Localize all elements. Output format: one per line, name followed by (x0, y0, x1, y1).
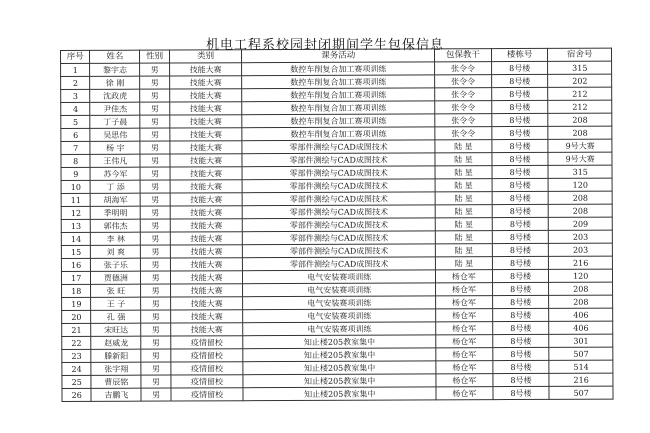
cell-activity: 知止楼205教室集中 (243, 335, 436, 349)
cell-no: 3 (61, 89, 91, 102)
cell-gender: 男 (140, 102, 170, 115)
cell-gender: 男 (141, 258, 171, 271)
cell-activity: 零部件测绘与CAD成图技术 (243, 244, 436, 258)
cell-no: 24 (62, 362, 92, 375)
cell-gender: 男 (140, 89, 170, 102)
cell-no: 20 (62, 310, 92, 323)
cell-activity: 零部件测绘与CAD成图技术 (243, 218, 436, 232)
cell-gender: 男 (141, 284, 171, 297)
cell-room: 315 (548, 165, 612, 178)
cell-building: 8号楼 (493, 347, 550, 360)
cell-category: 技能大赛 (170, 284, 243, 297)
cell-no: 12 (61, 206, 91, 219)
cell-activity: 电气安装赛项训练 (243, 309, 436, 323)
cell-name: 孔 强 (91, 310, 141, 323)
cell-name: 王伟凡 (90, 154, 140, 167)
cell-gender: 男 (141, 310, 171, 323)
cell-activity: 电气安装赛项训练 (243, 270, 436, 284)
cell-building: 8号楼 (492, 139, 549, 152)
cell-building: 8号楼 (491, 100, 548, 113)
cell-activity: 数控车削复合加工赛项训练 (242, 88, 435, 102)
cell-building: 8号楼 (492, 165, 549, 178)
cell-activity: 数控车削复合加工赛项训练 (242, 101, 435, 115)
cell-teacher: 张令令 (435, 88, 492, 101)
cell-activity: 电气安装赛项训练 (243, 283, 436, 297)
cell-gender: 男 (140, 167, 170, 180)
cell-room: 216 (549, 256, 613, 269)
cell-no: 7 (61, 141, 91, 154)
cell-name: 贾德洲 (91, 271, 141, 284)
cell-activity: 数控车削复合加工赛项训练 (242, 75, 435, 89)
cell-name: 杨 宇 (90, 141, 140, 154)
cell-gender: 男 (140, 115, 170, 128)
cell-teacher: 杨仓军 (436, 283, 493, 296)
cell-room: 514 (549, 360, 613, 373)
cell-building: 8号楼 (491, 74, 548, 87)
cell-name: 尹佳杰 (90, 102, 140, 115)
cell-teacher: 陆 星 (435, 153, 492, 166)
cell-building: 8号楼 (492, 113, 549, 126)
cell-activity: 数控车削复合加工赛项训练 (242, 127, 435, 141)
cell-name: 胡海军 (91, 193, 141, 206)
cell-activity: 零部件测绘与CAD成图技术 (242, 179, 435, 193)
cell-name: 张宇翔 (91, 362, 141, 375)
cell-room: 301 (549, 334, 613, 347)
cell-teacher: 陆 星 (435, 166, 492, 179)
cell-no: 25 (62, 375, 92, 388)
cell-no: 5 (61, 115, 91, 128)
cell-gender: 男 (140, 180, 170, 193)
cell-gender: 男 (141, 297, 171, 310)
cell-gender: 男 (140, 154, 170, 167)
cell-gender: 男 (140, 141, 170, 154)
cell-gender: 男 (141, 375, 171, 388)
cell-teacher: 陆 星 (435, 140, 492, 153)
cell-no: 2 (61, 76, 91, 89)
cell-name: 刘 爽 (91, 245, 141, 258)
cell-gender: 男 (141, 219, 171, 232)
cell-no: 15 (61, 245, 91, 258)
cell-room: 315 (548, 61, 612, 74)
cell-gender: 男 (141, 336, 171, 349)
cell-room: 202 (548, 74, 612, 87)
cell-gender: 男 (141, 232, 171, 245)
cell-room: 203 (549, 230, 613, 243)
cell-teacher: 陆 星 (435, 179, 492, 192)
cell-name: 郭伟杰 (91, 219, 141, 232)
cell-no: 11 (61, 193, 91, 206)
cell-room: 9号大赛 (548, 139, 612, 152)
cell-activity: 数控车削复合加工赛项训练 (242, 62, 435, 76)
cell-activity: 知止楼205教室集中 (243, 348, 436, 362)
cell-teacher: 杨仓军 (436, 335, 493, 348)
cell-gender: 男 (140, 128, 170, 141)
cell-name: 张 旺 (91, 284, 141, 297)
cell-activity: 电气安装赛项训练 (243, 296, 436, 310)
cell-no: 16 (61, 258, 91, 271)
cell-room: 120 (549, 269, 613, 282)
cell-name: 徐 刚 (90, 76, 140, 89)
cell-category: 疫情留校 (171, 375, 244, 388)
cell-category: 技能大赛 (170, 245, 243, 258)
cell-name: 苏今军 (90, 167, 140, 180)
cell-no: 22 (62, 336, 92, 349)
cell-category: 技能大赛 (170, 271, 243, 284)
cell-category: 技能大赛 (170, 310, 243, 323)
cell-activity: 零部件测绘与CAD成图技术 (242, 140, 435, 154)
cell-building: 8号楼 (492, 243, 549, 256)
cell-name: 沈政虎 (90, 89, 140, 102)
cell-no: 17 (61, 271, 91, 284)
cell-category: 技能大赛 (170, 258, 243, 271)
cell-room: 209 (549, 217, 613, 230)
cell-building: 8号楼 (492, 152, 549, 165)
cell-activity: 零部件测绘与CAD成图技术 (243, 257, 436, 271)
header-cell-room: 宿舍号 (548, 48, 612, 61)
cell-no: 19 (62, 297, 92, 310)
header-cell-building: 楼栋号 (491, 48, 548, 61)
cell-room: 9号大赛 (548, 152, 612, 165)
cell-category: 技能大赛 (170, 141, 243, 154)
cell-category: 技能大赛 (170, 206, 243, 219)
cell-no: 21 (62, 323, 92, 336)
cell-building: 8号楼 (492, 230, 549, 243)
cell-building: 8号楼 (491, 61, 548, 74)
header-cell-teacher: 包保教干 (435, 49, 492, 62)
cell-building: 8号楼 (492, 191, 549, 204)
cell-gender: 男 (141, 323, 171, 336)
cell-name: 曹辰铭 (91, 375, 141, 388)
cell-category: 疫情留校 (171, 388, 244, 401)
cell-building: 8号楼 (493, 334, 550, 347)
cell-category: 疫情留校 (171, 362, 244, 375)
cell-category: 技能大赛 (169, 89, 242, 102)
cell-gender: 男 (140, 63, 170, 76)
table-body (61, 61, 613, 401)
cell-teacher: 张令令 (435, 101, 492, 114)
cell-teacher: 陆 星 (435, 231, 492, 244)
cell-building: 8号楼 (492, 178, 549, 191)
cell-activity: 数控车削复合加工赛项训练 (242, 114, 435, 128)
cell-room: 507 (549, 386, 613, 399)
cell-category: 技能大赛 (170, 102, 243, 115)
cell-room: 208 (549, 295, 613, 308)
cell-teacher: 杨仓军 (436, 270, 493, 283)
cell-activity: 电气安装赛项训练 (243, 322, 436, 336)
cell-name: 吉鹏飞 (91, 388, 141, 401)
cell-building: 8号楼 (493, 373, 550, 386)
cell-room: 208 (549, 191, 613, 204)
cell-teacher: 杨仓军 (436, 361, 493, 374)
cell-building: 8号楼 (491, 87, 548, 100)
cell-building: 8号楼 (492, 308, 549, 321)
cell-category: 疫情留校 (171, 349, 244, 362)
cell-building: 8号楼 (492, 217, 549, 230)
cell-no: 23 (62, 349, 92, 362)
cell-room: 216 (549, 373, 613, 386)
header-cell-gender: 性别 (140, 50, 170, 63)
cell-teacher: 陆 星 (435, 244, 492, 257)
cell-name: 宋旺达 (91, 323, 141, 336)
cell-category: 技能大赛 (170, 232, 243, 245)
cell-room: 208 (549, 282, 613, 295)
cell-room: 212 (548, 87, 612, 100)
cell-category: 技能大赛 (170, 167, 243, 180)
student-info-table (60, 48, 614, 402)
cell-name: 季明明 (91, 206, 141, 219)
cell-category: 技能大赛 (169, 63, 242, 76)
cell-gender: 男 (140, 76, 170, 89)
cell-activity: 零部件测绘与CAD成图技术 (243, 231, 436, 245)
cell-name: 王 子 (91, 297, 141, 310)
cell-no: 8 (61, 154, 91, 167)
cell-name: 丁子晨 (90, 115, 140, 128)
cell-activity: 知止楼205教室集中 (243, 387, 436, 401)
cell-teacher: 陆 星 (435, 257, 492, 270)
cell-no: 10 (61, 180, 91, 193)
cell-activity: 知止楼205教室集中 (243, 361, 436, 375)
cell-room: 507 (549, 347, 613, 360)
cell-category: 技能大赛 (170, 154, 243, 167)
cell-gender: 男 (140, 193, 170, 206)
cell-activity: 零部件测绘与CAD成图技术 (242, 153, 435, 167)
cell-category: 技能大赛 (170, 128, 243, 141)
cell-no: 6 (61, 128, 91, 141)
cell-room: 406 (549, 308, 613, 321)
cell-activity: 零部件测绘与CAD成图技术 (242, 192, 435, 206)
cell-no: 18 (62, 284, 92, 297)
cell-name: 李 林 (91, 232, 141, 245)
cell-room: 212 (548, 100, 612, 113)
cell-room: 208 (548, 126, 612, 139)
cell-name: 张子乐 (91, 258, 141, 271)
cell-no: 26 (62, 388, 92, 401)
cell-gender: 男 (141, 362, 171, 375)
cell-category: 技能大赛 (171, 323, 244, 336)
cell-gender: 男 (141, 349, 171, 362)
cell-building: 8号楼 (492, 126, 549, 139)
cell-category: 技能大赛 (170, 297, 243, 310)
cell-teacher: 杨仓军 (436, 322, 493, 335)
cell-gender: 男 (141, 271, 171, 284)
cell-no: 4 (61, 102, 91, 115)
cell-building: 8号楼 (492, 282, 549, 295)
cell-gender: 男 (141, 206, 171, 219)
cell-building: 8号楼 (492, 269, 549, 282)
cell-building: 8号楼 (492, 256, 549, 269)
cell-category: 技能大赛 (170, 219, 243, 232)
cell-category: 技能大赛 (169, 76, 242, 89)
cell-room: 208 (549, 204, 613, 217)
cell-category: 技能大赛 (170, 193, 243, 206)
cell-teacher: 杨仓军 (436, 374, 493, 387)
cell-building: 8号楼 (493, 386, 550, 399)
cell-teacher: 张令令 (435, 62, 492, 75)
cell-room: 208 (548, 113, 612, 126)
cell-teacher: 杨仓军 (436, 309, 493, 322)
table-row (62, 386, 613, 401)
cell-teacher: 杨仓军 (436, 348, 493, 361)
header-cell-no: 序号 (61, 50, 91, 63)
cell-building: 8号楼 (492, 321, 549, 334)
header-cell-activity: 课务活动 (242, 49, 435, 63)
cell-teacher: 杨仓军 (436, 296, 493, 309)
cell-name: 赵威龙 (91, 336, 141, 349)
cell-teacher: 张令令 (435, 114, 492, 127)
cell-name: 丁 添 (91, 180, 141, 193)
cell-no: 14 (61, 232, 91, 245)
cell-no: 13 (61, 219, 91, 232)
cell-no: 9 (61, 167, 91, 180)
cell-teacher: 陆 星 (435, 192, 492, 205)
cell-category: 疫情留校 (171, 336, 244, 349)
cell-activity: 零部件测绘与CAD成图技术 (243, 205, 436, 219)
cell-building: 8号楼 (492, 295, 549, 308)
cell-activity: 知止楼205教室集中 (243, 374, 436, 388)
cell-name: 吴思伟 (90, 128, 140, 141)
cell-room: 120 (549, 178, 613, 191)
cell-teacher: 张令令 (435, 75, 492, 88)
cell-teacher: 陆 星 (435, 205, 492, 218)
cell-building: 8号楼 (493, 360, 550, 373)
cell-name: 黎宇志 (90, 63, 140, 76)
cell-gender: 男 (141, 245, 171, 258)
cell-activity: 零部件测绘与CAD成图技术 (242, 166, 435, 180)
cell-category: 技能大赛 (170, 115, 243, 128)
cell-teacher: 杨仓军 (436, 387, 493, 400)
header-cell-category: 类别 (169, 50, 242, 63)
header-cell-name: 姓名 (90, 50, 140, 63)
document-title: 机电工程系校园封闭期间学生包保信息 (205, 38, 444, 53)
cell-category: 技能大赛 (170, 180, 243, 193)
cell-teacher: 张令令 (435, 127, 492, 140)
cell-teacher: 陆 星 (435, 218, 492, 231)
cell-no: 1 (61, 63, 91, 76)
cell-room: 406 (549, 321, 613, 334)
cell-room: 203 (549, 243, 613, 256)
cell-gender: 男 (141, 388, 171, 401)
cell-name: 滕新阳 (91, 349, 141, 362)
cell-building: 8号楼 (492, 204, 549, 217)
